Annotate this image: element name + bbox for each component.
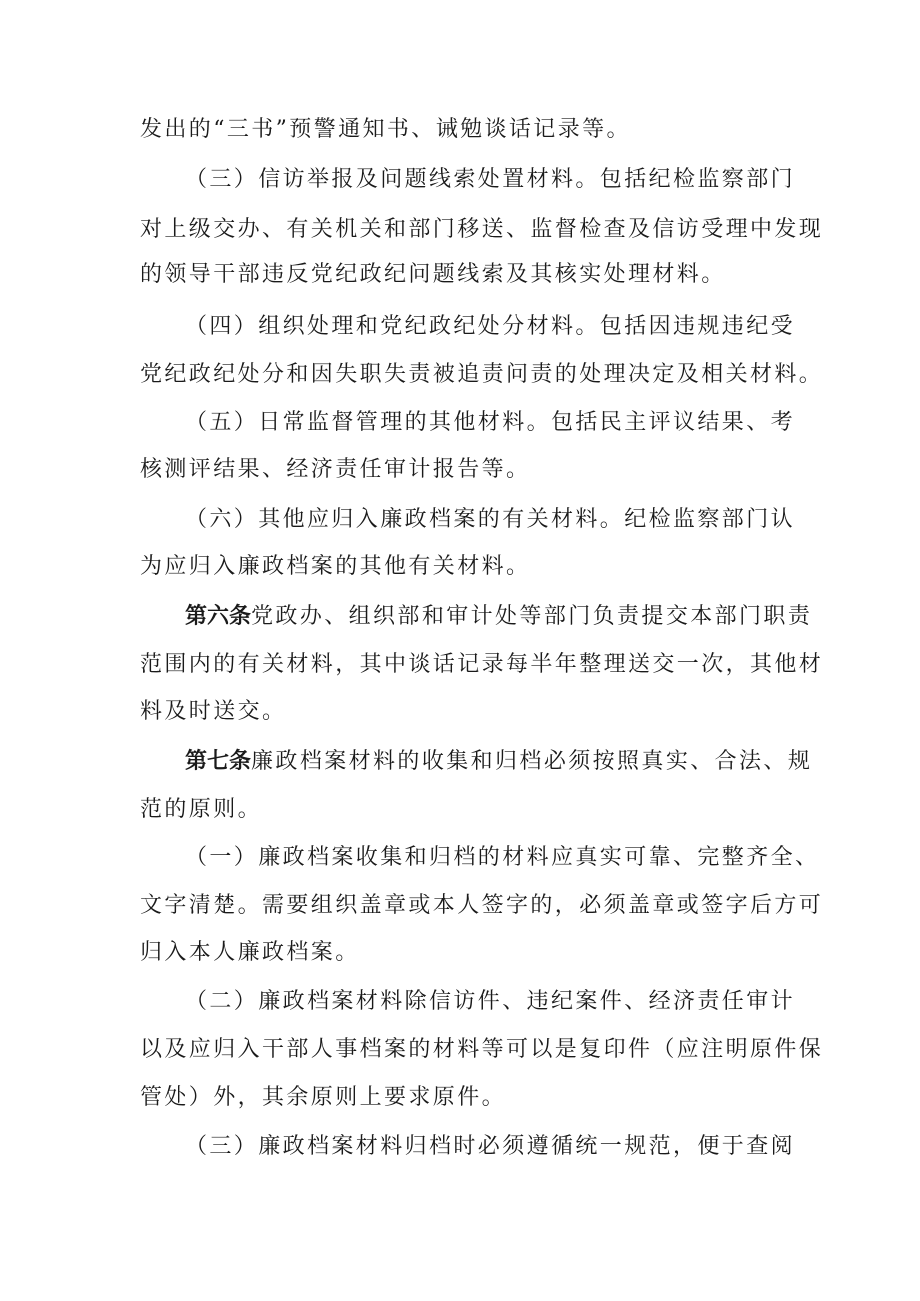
text-line-10: 为应归入廉政档案的其他有关材料。 xyxy=(140,554,531,579)
text-line-4: 的领导干部违反党纪政纪问题线索及其核实处理材料。 xyxy=(140,262,726,287)
text-line-2: （三）信访举报及问题线索处置材料。包括纪检监察部门 xyxy=(185,167,796,192)
article-6-line: 第六条党政办、组织部和审计处等部门负责提交本部门职责 xyxy=(185,604,813,629)
text-line-16: （一）廉政档案收集和归档的材料应真实可靠、完整齐全、 xyxy=(185,845,820,870)
text-line-7: （五）日常监督管理的其他材料。包括民主评议结果、考 xyxy=(185,410,796,435)
text-line-17: 文字清楚。需要组织盖章或本人签字的，必须盖章或签字后方可 xyxy=(140,893,824,918)
article-7-line: 第七条廉政档案材料的收集和归档必须按照真实、合法、规 xyxy=(185,749,813,774)
text-line-6: 党纪政纪处分和因失职失责被追责问责的处理决定及相关材料。 xyxy=(140,362,824,387)
text-line-19: （二）廉政档案材料除信访件、违纪案件、经济责任审计 xyxy=(185,989,796,1014)
text-line-8: 核测评结果、经济责任审计报告等。 xyxy=(140,457,531,482)
text-line-13: 料及时送交。 xyxy=(140,699,287,724)
text-line-22: （三）廉政档案材料归档时必须遵循统一规范，便于查阅 xyxy=(185,1134,796,1159)
text-line-5: （四）组织处理和党纪政纪处分材料。包括因违规违纪受 xyxy=(185,314,796,339)
article-7-label: 第七条 xyxy=(185,749,252,774)
text-line-20: 以及应归入干部人事档案的材料等可以是复印件（应注明原件保 xyxy=(140,1037,824,1062)
article-6-label: 第六条 xyxy=(185,604,252,629)
text-line-3: 对上级交办、有关机关和部门移送、监督检查及信访受理中发现 xyxy=(140,217,824,242)
text-line-18: 归入本人廉政档案。 xyxy=(140,940,360,965)
text-line-1: 发出的“三书”预警通知书、诫勉谈话记录等。 xyxy=(140,117,631,142)
text-line-9: （六）其他应归入廉政档案的有关材料。纪检监察部门认 xyxy=(185,507,796,532)
text-line-15: 范的原则。 xyxy=(140,797,263,822)
text-line-21: 管处）外，其余原则上要求原件。 xyxy=(140,1085,507,1110)
text-line-12: 范围内的有关材料，其中谈话记录每半年整理送交一次，其他材 xyxy=(140,652,824,677)
